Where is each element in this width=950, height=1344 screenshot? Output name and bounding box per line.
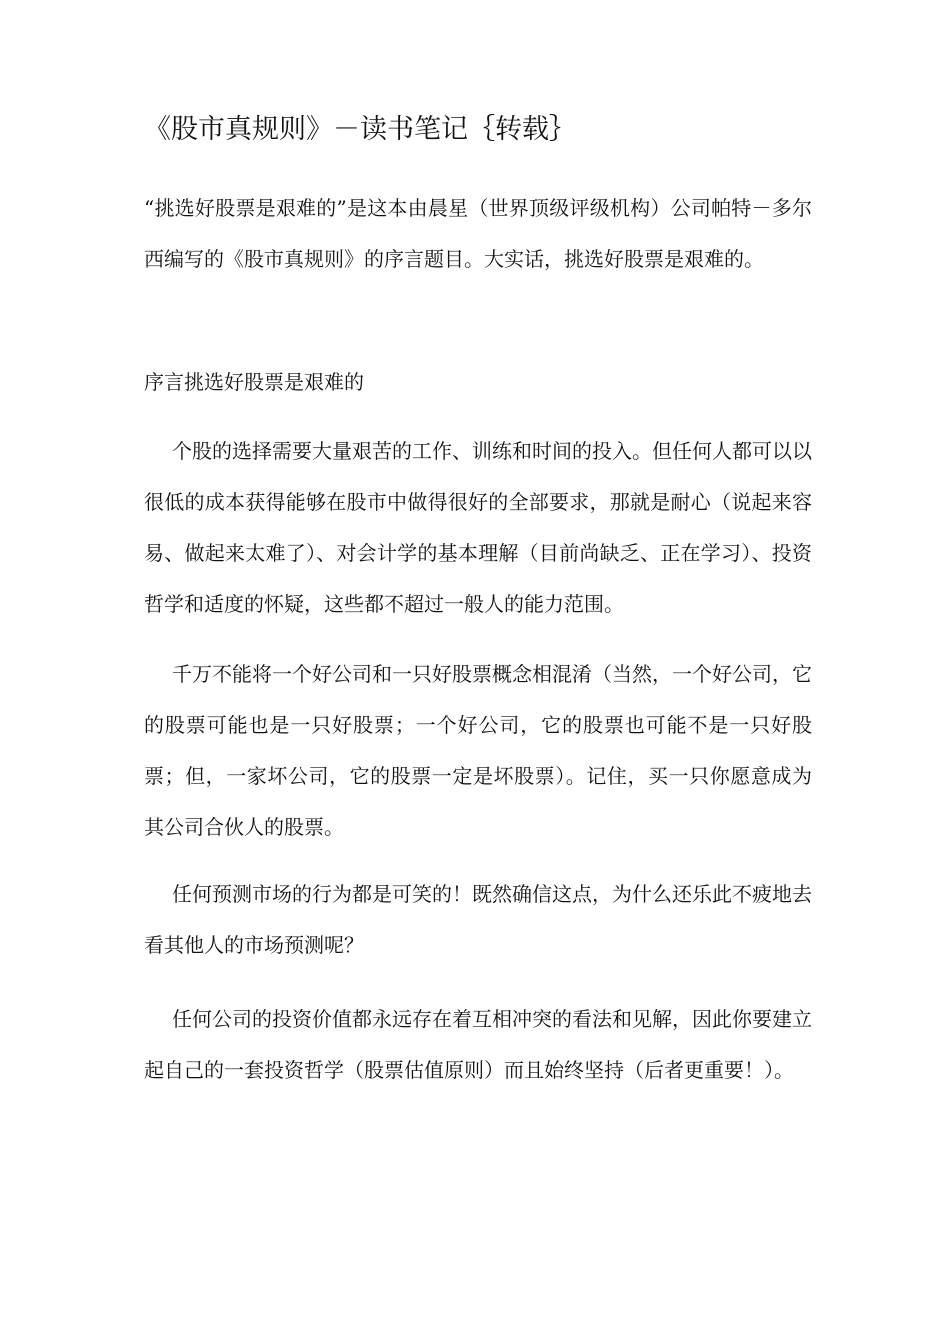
- preface-heading: 序言挑选好股票是艰难的: [144, 370, 364, 394]
- body-paragraph: 任何预测市场的行为都是可笑的！既然确信这点，为什么还乐此不疲地去看其他人的市场预测呢？: [144, 882, 812, 957]
- document-title: 《股市真规则》－读书笔记｛转载｝: [144, 114, 576, 145]
- body-paragraph: 任何公司的投资价值都永远存在着互相冲突的看法和见解，因此你要建立起自己的一套投资哲学（股票估值原则）而且始终坚持（后者更重要！）。: [144, 1007, 812, 1082]
- intro-paragraph: “挑选好股票是艰难的”是这本由晨星（世界顶级评级机构）公司帕特－多尔西编写的《股市真规则》的序言题目。大实话，挑选好股票是艰难的。: [144, 196, 812, 271]
- body-paragraph: 个股的选择需要大量艰苦的工作、训练和时间的投入。但任何人都可以以很低的成本获得能够在股市中做得很好的全部要求，那就是耐心（说起来容易、做起来太难了）、对会计学的基本理解（目前尚缺乏、正在学习）、投资哲学和适度的怀疑，这些都不超过一般人的能力范围。: [144, 439, 812, 616]
- body-paragraph: 千万不能将一个好公司和一只好股票概念相混淆（当然，一个好公司，它的股票可能也是一只好股票；一个好公司，它的股票也可能不是一只好股票；但，一家坏公司，它的股票一定是坏股票）。记住，买一只你愿意成为其公司合伙人的股票。: [144, 662, 812, 839]
